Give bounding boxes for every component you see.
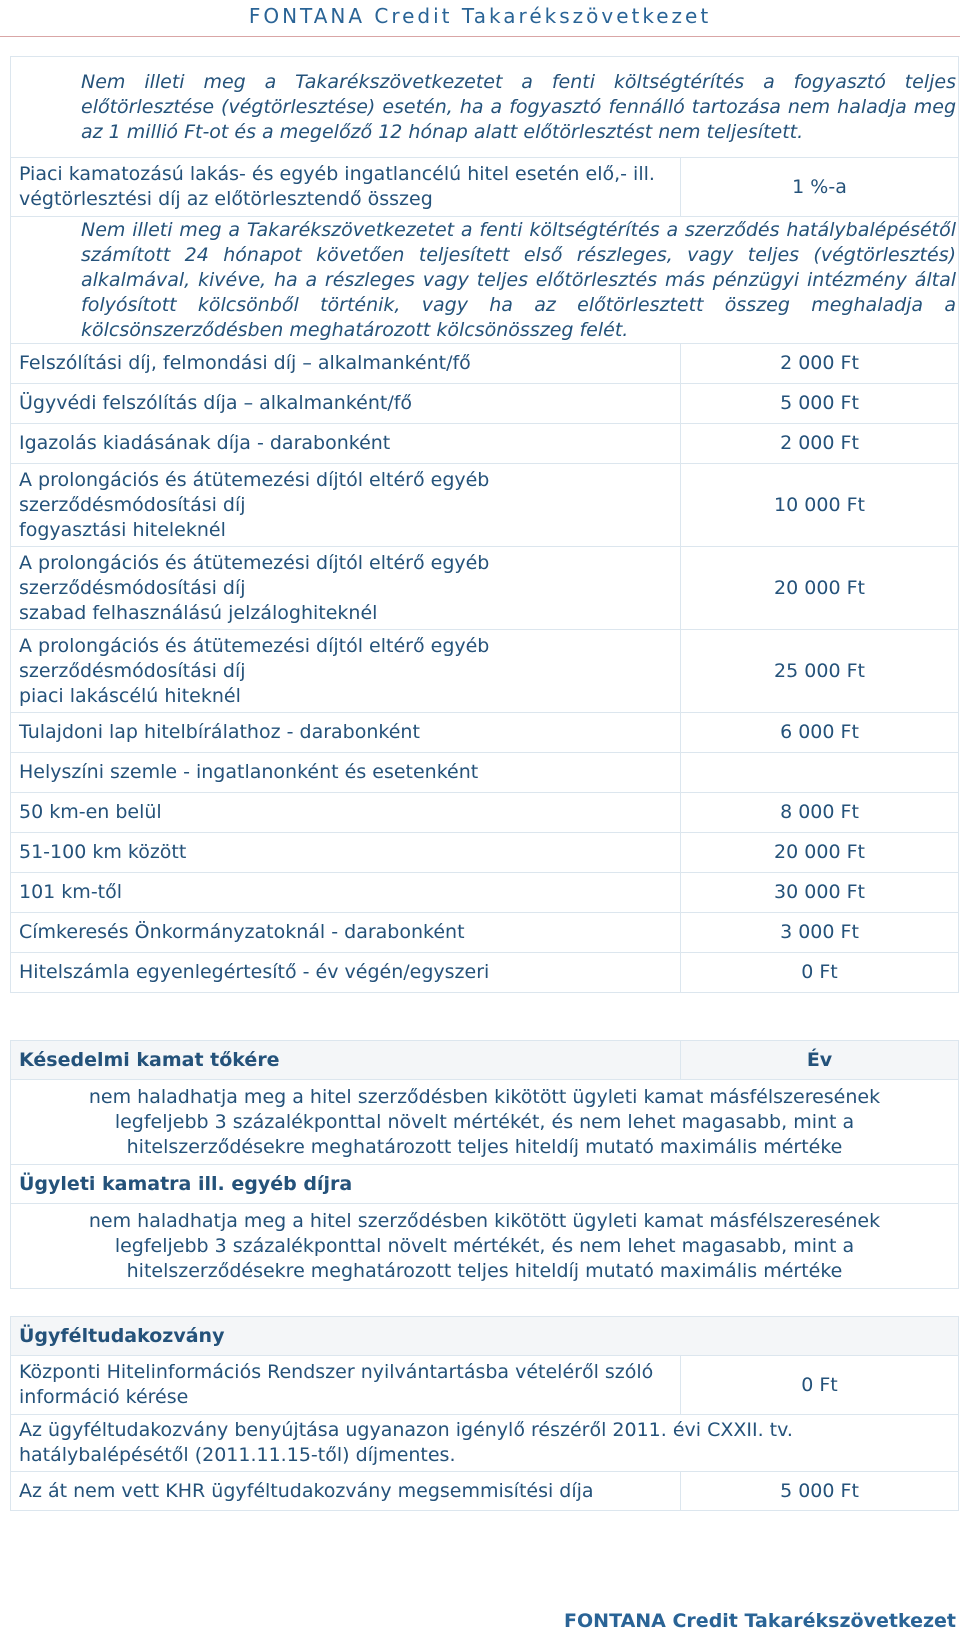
fee-value: 5 000 Ft (681, 384, 959, 424)
fee-row (11, 793, 959, 833)
fee-label-line: szerződésmódosítási díj (19, 493, 246, 516)
fee-label (11, 547, 681, 630)
khr-destruction-value: 5 000 Ft (681, 1472, 959, 1511)
fee-row (11, 630, 959, 713)
fee-label: Felszólítási díj, felmondási díj – alkalmanként/fő (11, 344, 681, 384)
fee-label: 50 km-en belül (11, 793, 681, 833)
fee-value: 6 000 Ft (681, 713, 959, 753)
fee-note-row (11, 217, 959, 344)
market-rate-value: 1 %-a (681, 158, 959, 217)
fee-label: 51-100 km között (11, 833, 681, 873)
fee-row (11, 384, 959, 424)
fee-row (11, 713, 959, 753)
fee-label-line: A prolongációs és átütemezési díjtól eltérő egyéb (19, 551, 490, 574)
client-inquiry-table (10, 1316, 959, 1511)
client-inquiry-row (11, 1356, 959, 1415)
fee-label-line: fogyasztási hiteleknél (19, 518, 226, 541)
fee-label-line: szabad felhasználású jelzáloghiteknél (19, 601, 378, 624)
fee-label: Igazolás kiadásának díja - darabonként (11, 424, 681, 464)
late-interest-table (10, 1040, 959, 1289)
fee-label: Tulajdoni lap hitelbírálathoz - darabonként (11, 713, 681, 753)
fee-row (11, 424, 959, 464)
fee-row (11, 344, 959, 384)
fee-label-line: szerződésmódosítási díj (19, 576, 246, 599)
fee-label-line: szerződésmódosítási díj (19, 659, 246, 682)
fee-value: 25 000 Ft (681, 630, 959, 713)
khr-info-label: Központi Hitelinformációs Rendszer nyilvántartásba vételéről szóló információ kérése (11, 1356, 681, 1415)
fee-label: Helyszíni szemle - ingatlanonként és esetenként (11, 753, 681, 793)
client-inquiry-heading-row (11, 1317, 959, 1356)
fee-note-row (11, 57, 959, 158)
fee-note-1: Nem illeti meg a Takarékszövetkezetet a fenti költségtérítés a fogyasztó teljes előtörlesztése (végtörlesztése) esetén, ha a fogyasztó fennálló tartozása nem haladja meg az 1 millió Ft-ot és a megelőző 12 hónap alatt előtörlesztést nem teljesített. (11, 57, 959, 158)
fee-row (11, 753, 959, 793)
khr-info-value: 0 Ft (681, 1356, 959, 1415)
page-footer-title: FONTANA Credit Takarékszövetkezet (564, 1610, 956, 1632)
market-rate-label: Piaci kamatozású lakás- és egyéb ingatlancélú hitel esetén elő,- ill. végtörlesztési díj az előtörlesztendő összeg (11, 158, 681, 217)
market-rate-row (11, 158, 959, 217)
fee-row (11, 873, 959, 913)
fee-label (11, 630, 681, 713)
page-header-title: FONTANA Credit Takarékszövetkezet (248, 4, 712, 28)
fee-label-line: piaci lakáscélú hiteknél (19, 684, 241, 707)
late-interest-sub-heading-row (11, 1165, 959, 1204)
fee-value: 30 000 Ft (681, 873, 959, 913)
fee-row (11, 464, 959, 547)
fee-label-line: A prolongációs és átütemezési díjtól eltérő egyéb (19, 634, 490, 657)
client-inquiry-heading: Ügyféltudakozvány (11, 1317, 959, 1356)
fee-value: 2 000 Ft (681, 344, 959, 384)
late-interest-text-row (11, 1080, 959, 1165)
client-inquiry-row (11, 1415, 959, 1472)
late-interest-text-1: nem haladhatja meg a hitel szerződésben kikötött ügyleti kamat másfélszeresének legfeljebb 3 százalékponttal növelt mértékét, és nem lehet magasabb, mint a hitelszerződésekre meghatározott teljes hiteldíj mutató maximális mértéke (11, 1080, 959, 1165)
fee-label (11, 464, 681, 547)
late-interest-text-row (11, 1204, 959, 1289)
fees-table (10, 56, 959, 993)
fee-value: 10 000 Ft (681, 464, 959, 547)
client-inquiry-row (11, 1472, 959, 1511)
fee-row (11, 913, 959, 953)
late-interest-heading-row (11, 1041, 959, 1080)
late-interest-heading-right: Év (681, 1041, 959, 1080)
fee-note-2: Nem illeti meg a Takarékszövetkezetet a fenti költségtérítés a szerződés hatálybalépésétől számított 24 hónapot követően teljesített első részleges, vagy teljes (végtörlesztés) alkalmával, kivéve, ha a részleges vagy teljes előtörlesztés más pénzügyi intézmény által folyósított kölcsönből történik, vagy ha az előtörlesztett összeg meghaladja a kölcsönszerződésben meghatározott kölcsönösszeg felét. (11, 217, 959, 344)
fee-label: Hitelszámla egyenlegértesítő - év végén/egyszeri (11, 953, 681, 993)
fee-label: Ügyvédi felszólítás díja – alkalmanként/fő (11, 384, 681, 424)
khr-destruction-label: Az át nem vett KHR ügyféltudakozvány megsemmisítési díja (11, 1472, 681, 1511)
fee-value: 0 Ft (681, 953, 959, 993)
fee-label-line: A prolongációs és átütemezési díjtól eltérő egyéb (19, 468, 490, 491)
page-header (0, 0, 960, 37)
late-interest-text-2: nem haladhatja meg a hitel szerződésben kikötött ügyleti kamat másfélszeresének legfeljebb 3 százalékponttal növelt mértékét, és nem lehet magasabb, mint a hitelszerződésekre meghatározott teljes hiteldíj mutató maximális mértéke (11, 1204, 959, 1289)
client-inquiry-free-note: Az ügyféltudakozvány benyújtása ugyanazon igénylő részéről 2011. évi CXXII. tv. hatálybalépésétől (2011.11.15-től) díjmentes. (11, 1415, 959, 1472)
fee-row (11, 547, 959, 630)
late-interest-sub-heading: Ügyleti kamatra ill. egyéb díjra (11, 1165, 959, 1204)
fee-value: 20 000 Ft (681, 547, 959, 630)
fee-value: 3 000 Ft (681, 913, 959, 953)
late-interest-heading: Késedelmi kamat tőkére (11, 1041, 681, 1080)
fee-label: Címkeresés Önkormányzatoknál - darabonként (11, 913, 681, 953)
fee-value (681, 753, 959, 793)
fee-label: 101 km-től (11, 873, 681, 913)
fee-value: 2 000 Ft (681, 424, 959, 464)
fee-row (11, 833, 959, 873)
fee-row (11, 953, 959, 993)
fee-value: 20 000 Ft (681, 833, 959, 873)
fee-value: 8 000 Ft (681, 793, 959, 833)
